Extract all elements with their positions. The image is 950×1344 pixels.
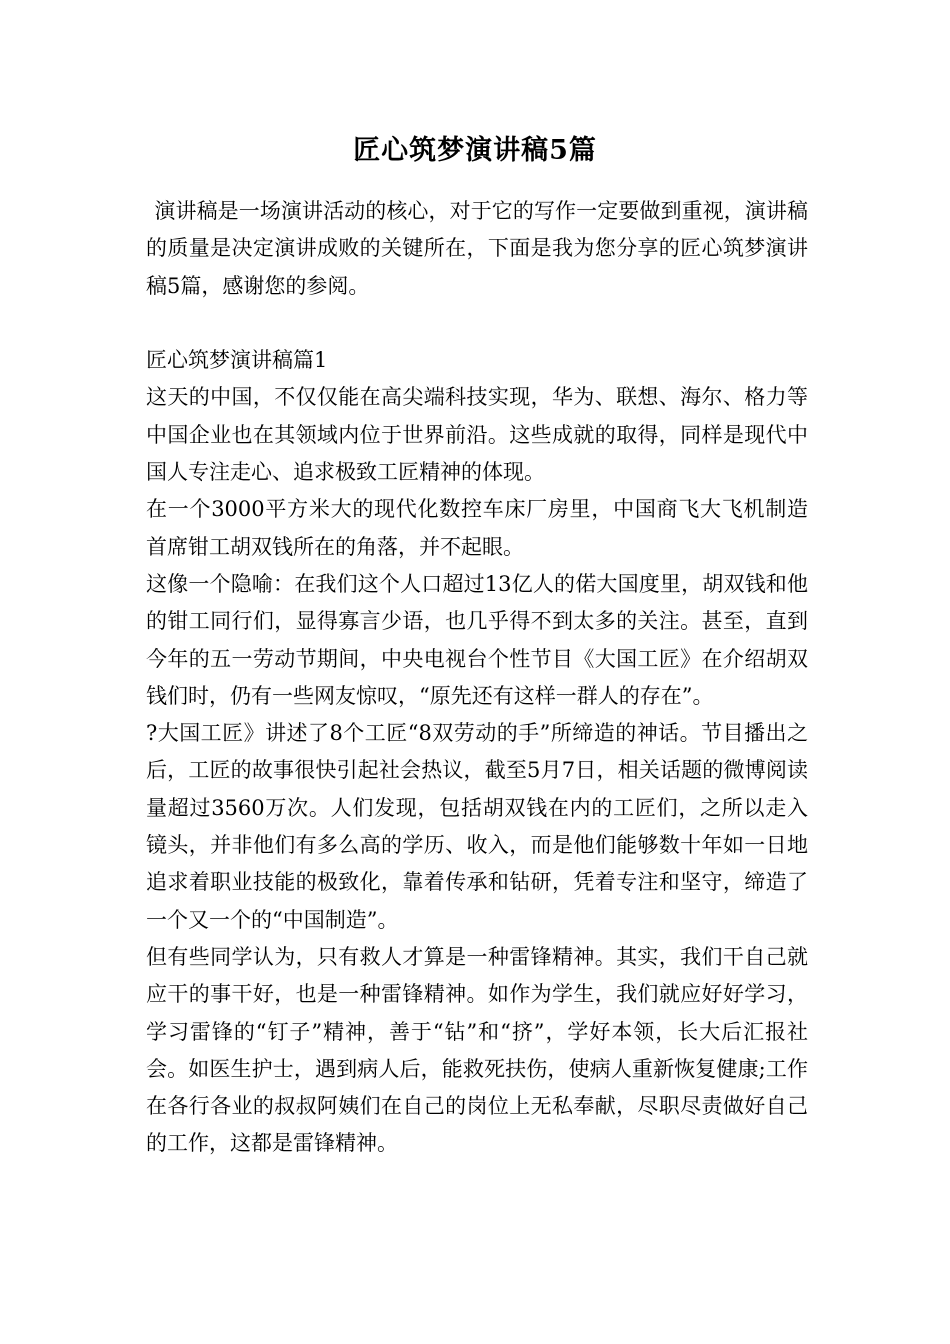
section-heading: 匠心筑梦演讲稿篇1 <box>146 348 328 373</box>
body-paragraph-2: 在一个3000平方米大的现代化数控车床厂房里，中国商飞大飞机制造首席钳工胡双钱所在的角落，并不起眼。 <box>146 497 808 559</box>
paragraph-spacer <box>146 305 808 342</box>
body-paragraph-4: ?大国工匠》讲述了8个工匠“8双劳动的手”所缔造的神话。节目播出之后，工匠的故事很快引起社会热议，截至5月7日，相关话题的微博阅读量超过3560万次。人们发现，包括胡双钱在内的工匠们，之所以走入镜头，并非他们有多么高的学历、收入，而是他们能够数十年如一日地追求着职业技能的极致化，靠着传承和钻研，凭着专注和坚守，缔造了一个又一个的“中国制造”。 <box>146 721 808 932</box>
body-paragraph-1: 这天的中国，不仅仅能在高尖端科技实现，华为、联想、海尔、格力等中国企业也在其领域内位于世界前沿。这些成就的取得，同样是现代中国人专注走心、追求极致工匠精神的体现。 <box>146 385 808 485</box>
document-title: 匠心筑梦演讲稿5篇 <box>353 135 597 166</box>
body-paragraph-5: 但有些同学认为，只有救人才算是一种雷锋精神。其实，我们干自己就应干的事干好，也是一种雷锋精神。如作为学生，我们就应好好学习，学习雷锋的“钉子”精神，善于“钻”和“挤”，学好本领，长大后汇报社会。如医生护士，遇到病人后，能救死扶伤，使病人重新恢复健康;工作在各行各业的叔叔阿姨们在自己的岗位上无私奉献，尽职尽责做好自己的工作，这都是雷锋精神。 <box>146 944 808 1156</box>
intro-paragraph: 演讲稿是一场演讲活动的核心，对于它的写作一定要做到重视，演讲稿的质量是决定演讲成败的关键所在，下面是我为您分享的匠心筑梦演讲稿5篇，感谢您的参阅。 <box>146 199 808 298</box>
document-body <box>146 193 808 1163</box>
body-paragraph-3: 这像一个隐喻：在我们这个人口超过13亿人的偌大国度里，胡双钱和他的钳工同行们，显得寡言少语，也几乎得不到太多的关注。甚至，直到今年的五一劳动节期间，中央电视台个性节目《大国工匠》在介绍胡双钱们时，仍有一些网友惊叹，“原先还有这样一群人的存在”。 <box>146 571 808 708</box>
